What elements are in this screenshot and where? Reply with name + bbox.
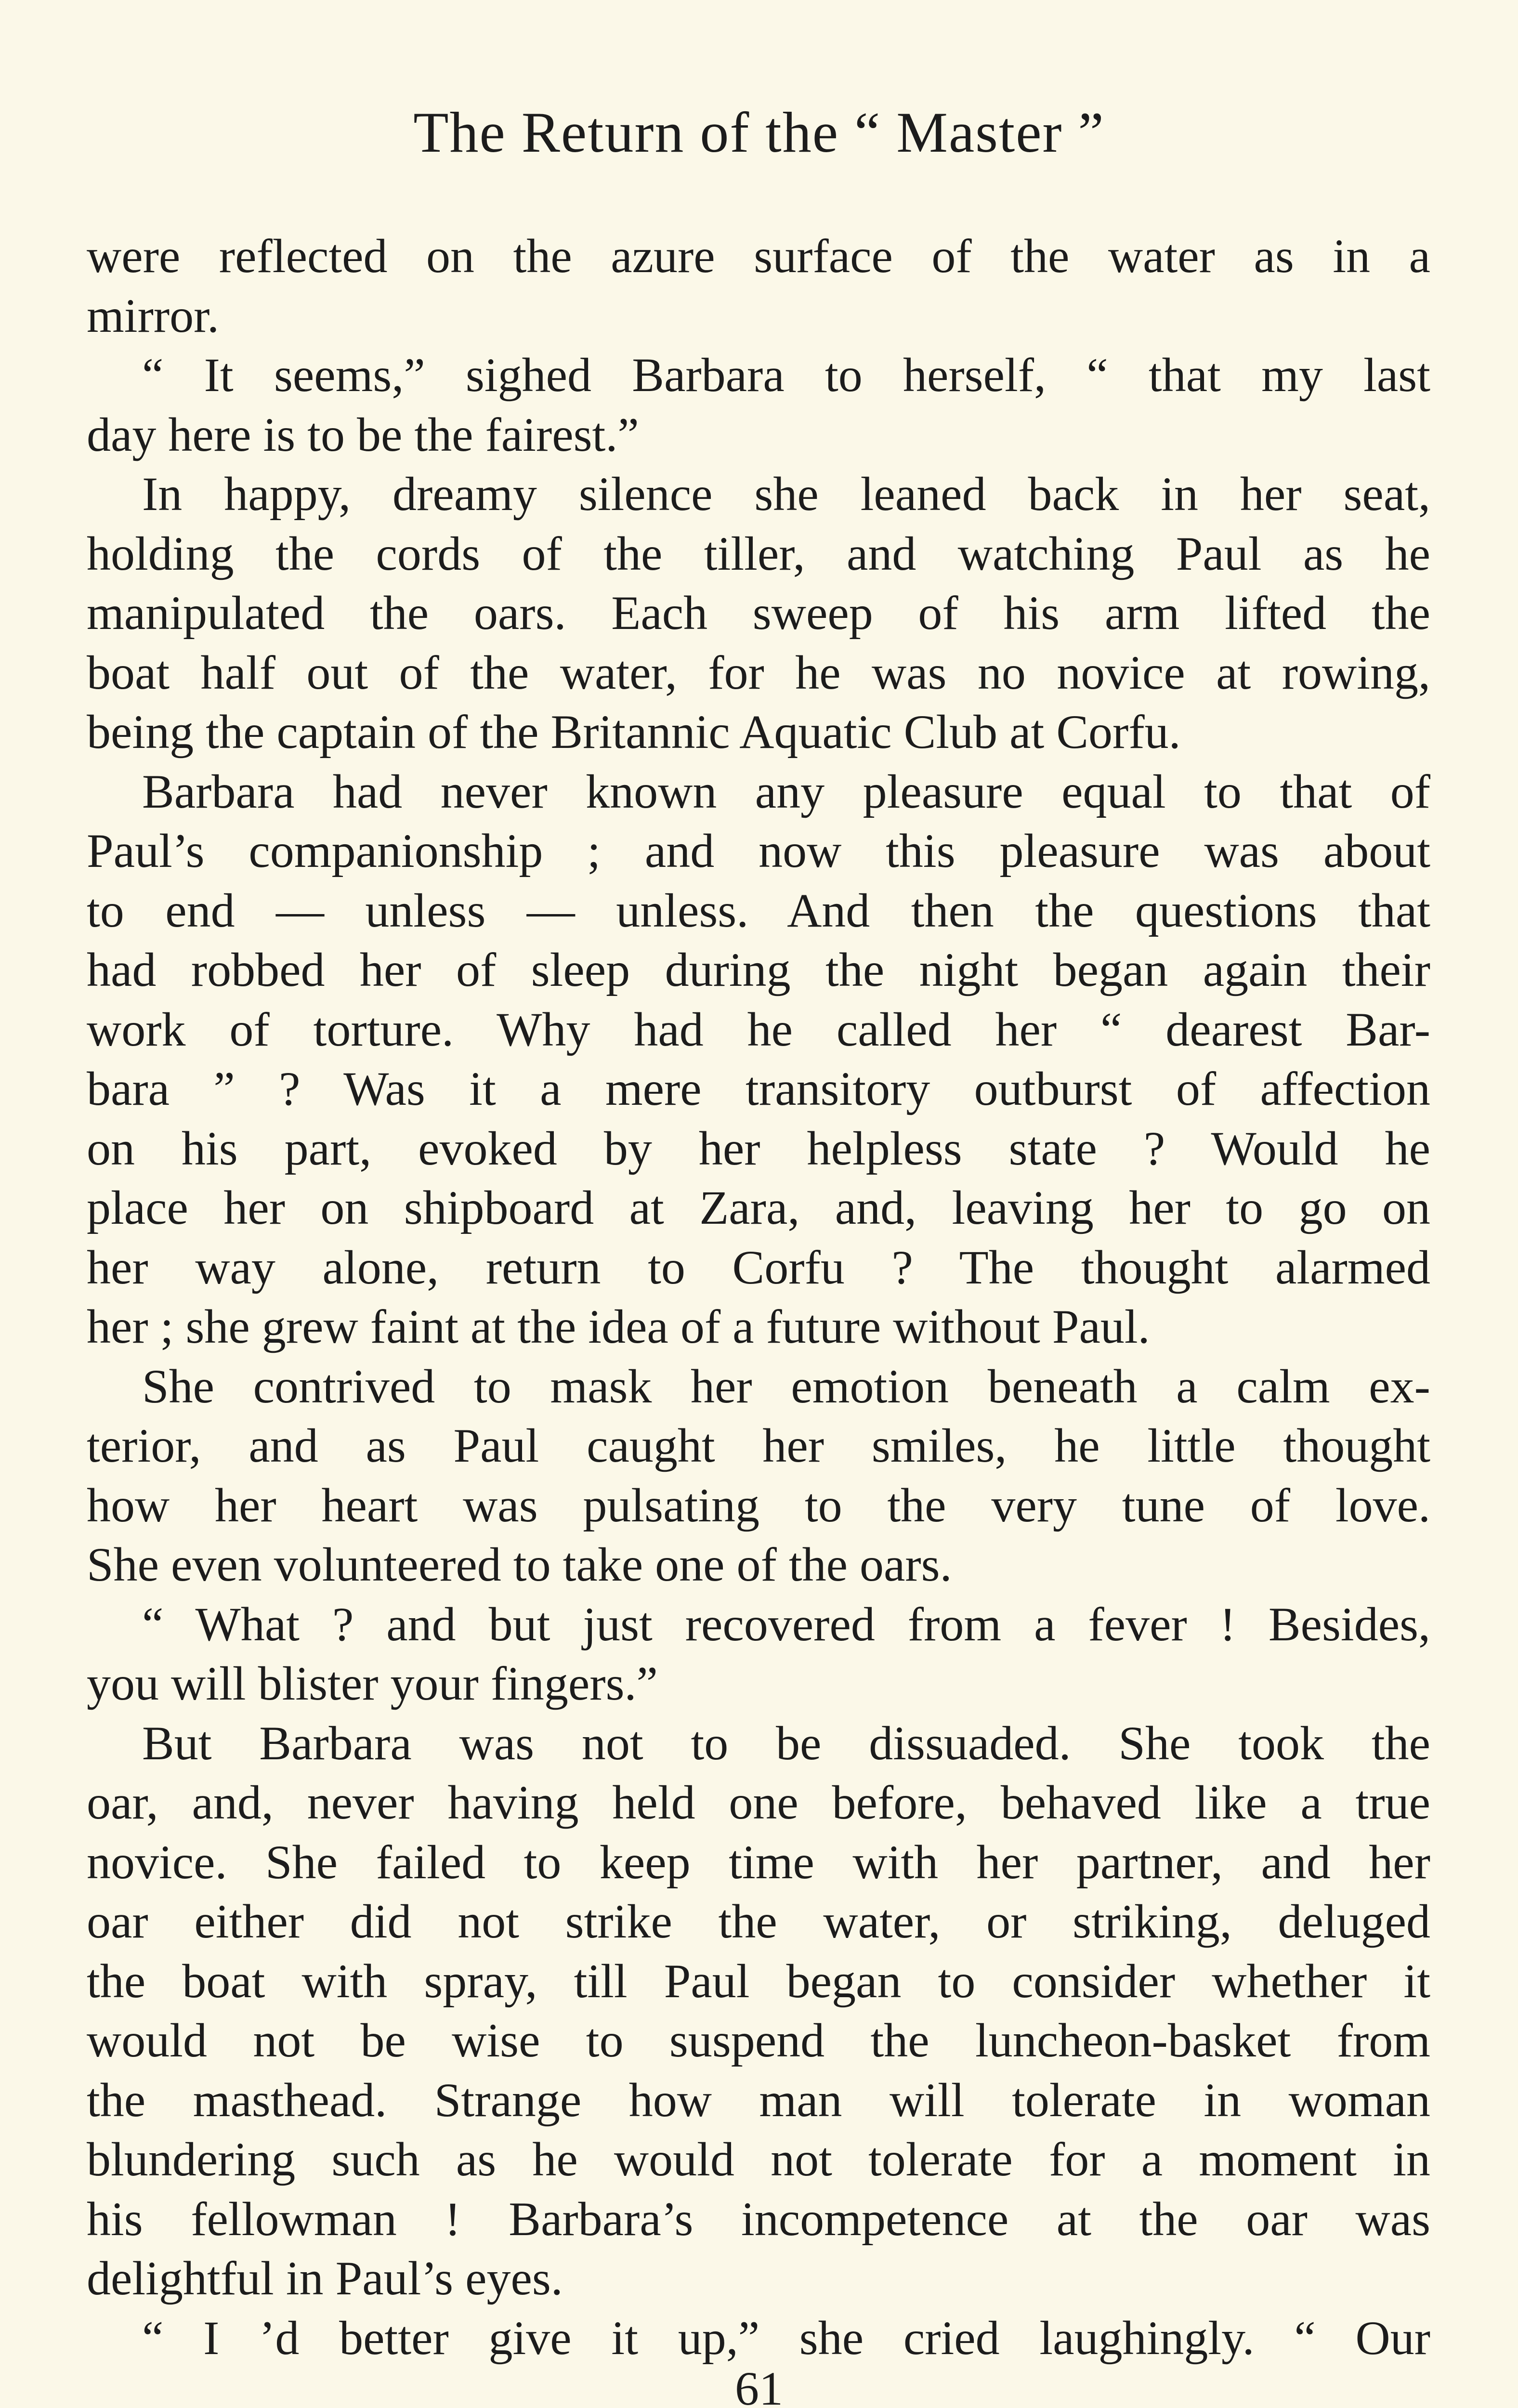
body-text — [87, 226, 1430, 2368]
text-line: her way alone, return to Corfu ? The thought alarmed — [87, 1240, 1430, 1294]
text-line: But Barbara was not to be dissuaded. She took the — [142, 1716, 1430, 1770]
text-line: place her on shipboard at Zara, and, leaving her to go on — [87, 1181, 1430, 1234]
text-line: the masthead. Strange how man will tolerate in woman — [87, 2073, 1430, 2127]
text-line: “ What ? and but just recovered from a fever ! Besides, — [142, 1597, 1430, 1651]
text-line: day here is to be the fairest.” — [87, 407, 639, 461]
text-line: how her heart was pulsating to the very tune of love. — [87, 1478, 1430, 1532]
page-number: 61 — [735, 2362, 783, 2408]
text-line: the boat with spray, till Paul began to consider whether it — [87, 1954, 1430, 2008]
text-line: work of torture. Why had he called her “ dearest Bar- — [87, 1002, 1430, 1056]
text-line: Barbara had never known any pleasure equal to that of — [142, 764, 1430, 818]
text-line: to end — unless — unless. And then the questions that — [87, 883, 1430, 937]
text-line: manipulated the oars. Each sweep of his arm lifted the — [87, 586, 1430, 640]
text-line: his fellowman ! Barbara’s incompetence at the oar was — [87, 2192, 1430, 2246]
running-title: The Return of the “ Master ” — [413, 100, 1105, 164]
text-line: boat half out of the water, for he was no novice at rowing, — [87, 645, 1430, 699]
text-line: would not be wise to suspend the luncheon-basket from — [87, 2014, 1430, 2067]
text-line: bara ” ? Was it a mere transitory outburst of affection — [87, 1062, 1430, 1115]
text-line: oar, and, never having held one before, behaved like a true — [87, 1776, 1430, 1829]
text-line: had robbed her of sleep during the night began again their — [87, 943, 1430, 996]
text-line: mirror. — [87, 288, 219, 342]
text-line: on his part, evoked by her helpless state ? Would he — [87, 1121, 1430, 1175]
text-line: She contrived to mask her emotion beneath a calm ex- — [142, 1359, 1430, 1413]
text-line: being the captain of the Britannic Aquatic Club at Corfu. — [87, 705, 1181, 759]
text-line: In happy, dreamy silence she leaned back in her seat, — [142, 467, 1430, 521]
text-line: oar either did not strike the water, or striking, deluged — [87, 1895, 1430, 1948]
text-line: She even volunteered to take one of the oars. — [87, 1538, 952, 1591]
text-line: blundering such as he would not tolerate for a moment in — [87, 2133, 1430, 2186]
text-line: terior, and as Paul caught her smiles, he little thought — [87, 1419, 1430, 1472]
text-line: you will blister your fingers.” — [87, 1657, 658, 1710]
text-line: “ I ’d better give it up,” she cried laughingly. “ Our — [142, 2311, 1430, 2365]
text-line: novice. She failed to keep time with her partner, and her — [87, 1835, 1430, 1889]
text-line: holding the cords of the tiller, and watching Paul as he — [87, 526, 1430, 580]
text-line: her ; she grew faint at the idea of a future without Paul. — [87, 1300, 1150, 1353]
text-line: delightful in Paul’s eyes. — [87, 2251, 563, 2305]
text-line: were reflected on the azure surface of the water as in a — [87, 229, 1430, 283]
text-line: Paul’s companionship ; and now this pleasure was about — [87, 824, 1430, 877]
text-line: “ It seems,” sighed Barbara to herself, “ that my last — [142, 348, 1430, 402]
